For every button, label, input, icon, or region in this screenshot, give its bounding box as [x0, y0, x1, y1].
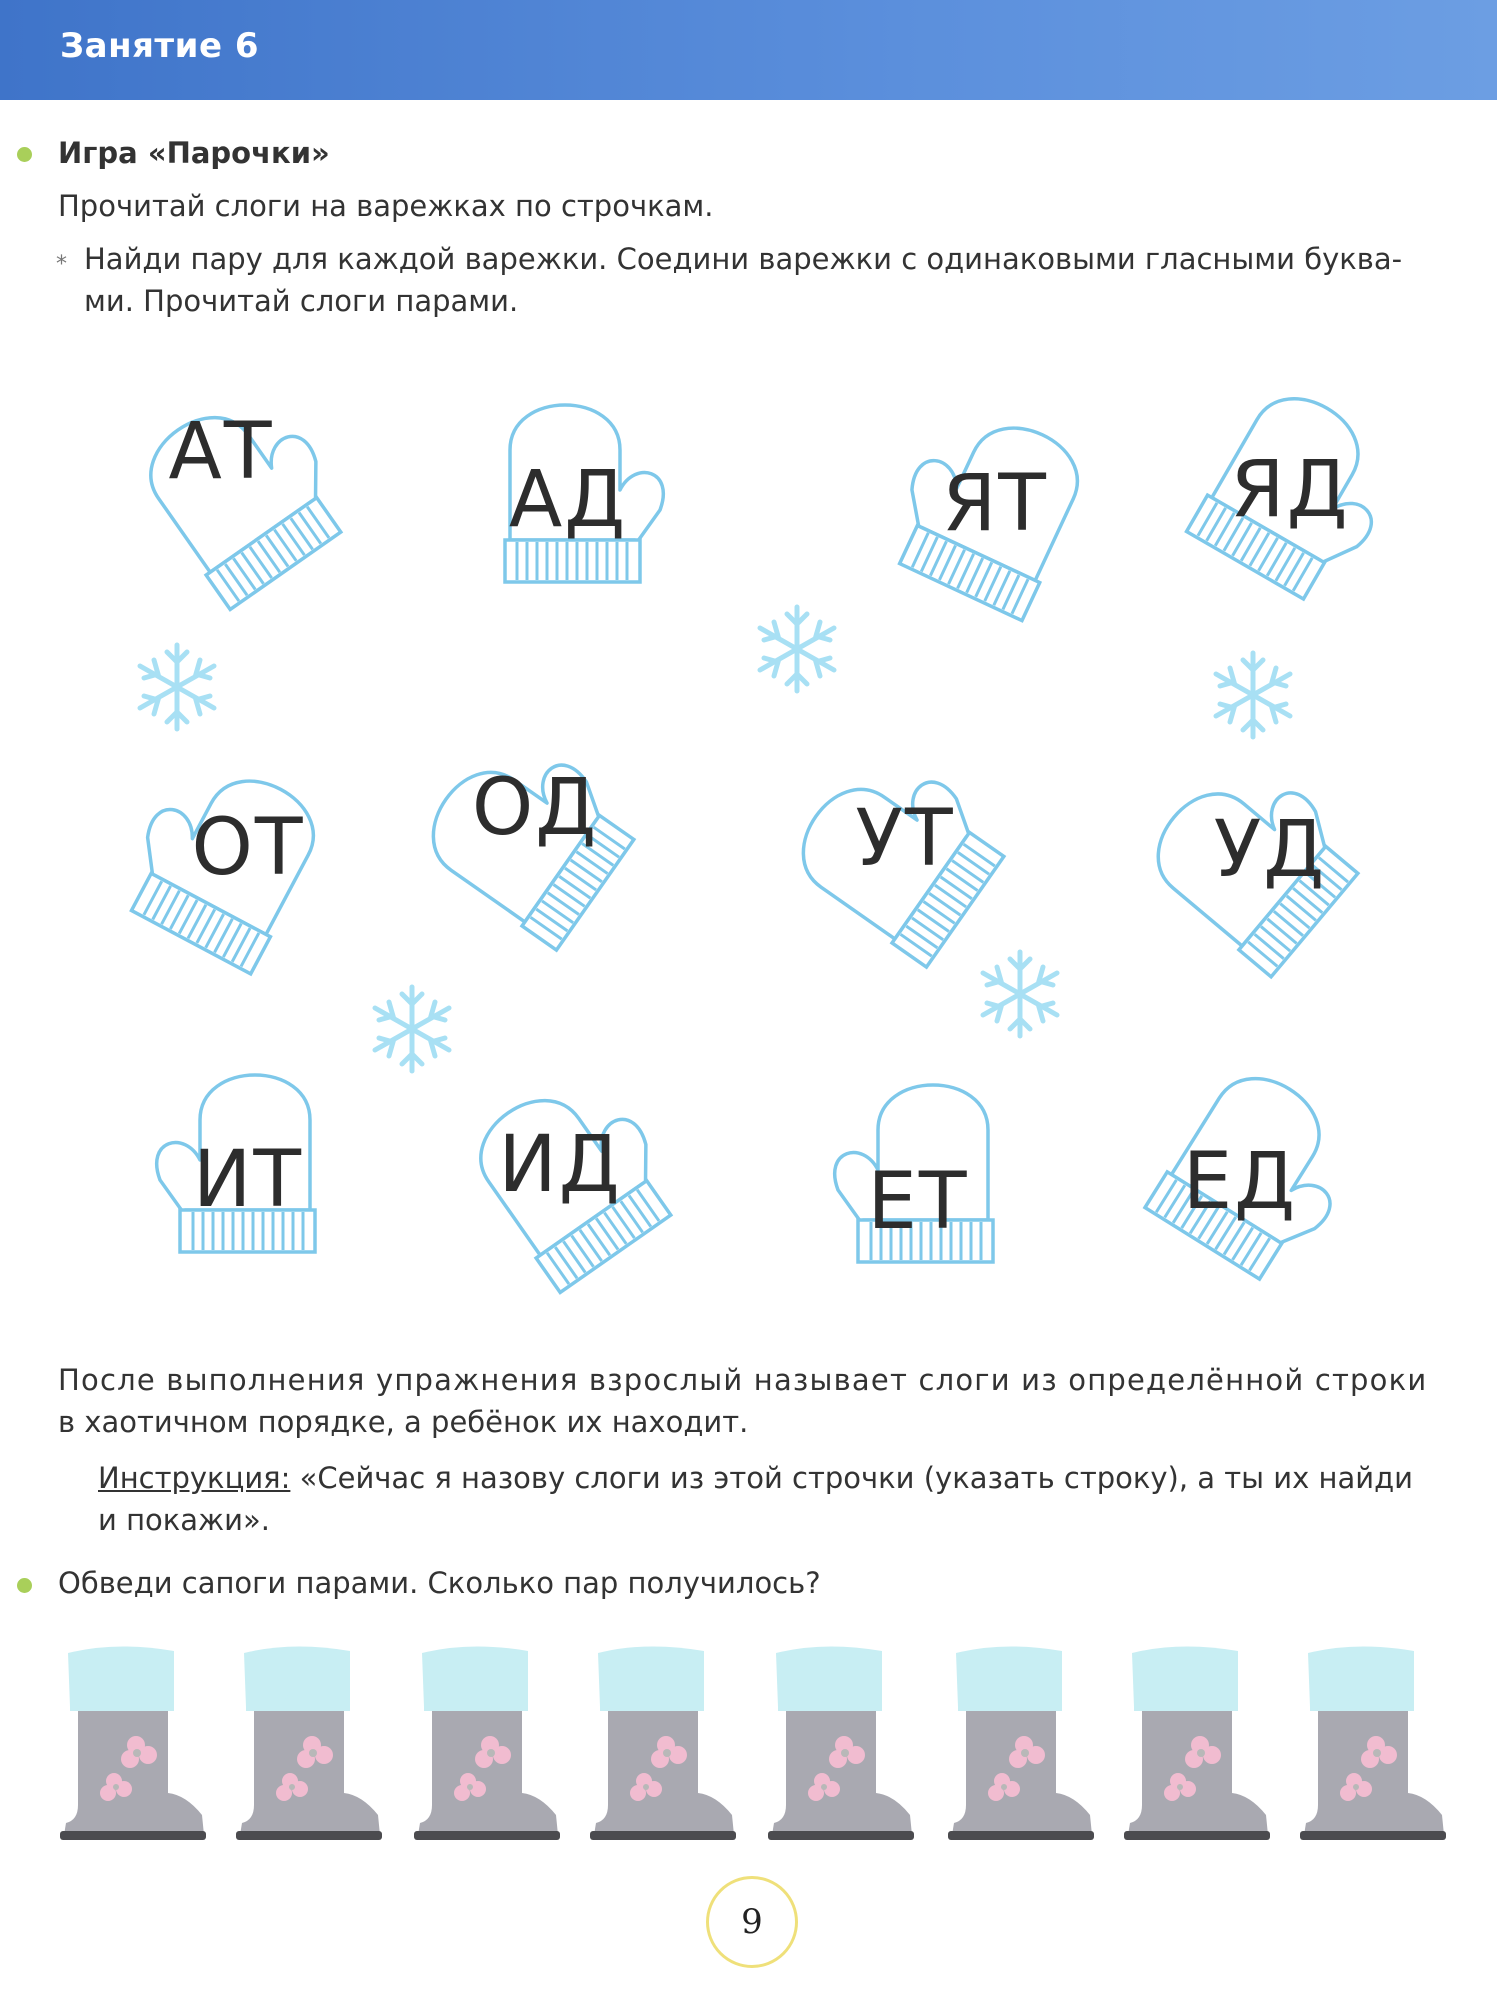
instruction-pairs-line2: ми. Прочитай слоги парами. — [84, 284, 519, 318]
boot-image[interactable] — [764, 1645, 914, 1840]
instruction-read: Прочитай слоги на варежках по строчкам. — [58, 189, 714, 223]
instruction-label: Инструкция: — [98, 1461, 291, 1495]
lesson-header — [0, 0, 1497, 100]
mitten-card[interactable] — [130, 1040, 350, 1270]
mitten-card[interactable] — [410, 718, 630, 948]
mitten-syllable: УТ — [855, 794, 955, 884]
boot-image[interactable] — [586, 1645, 736, 1840]
snowflake-icon — [750, 602, 844, 696]
lesson-title: Занятие 6 — [60, 26, 260, 66]
mitten-card[interactable] — [456, 1055, 676, 1285]
mitten-syllable: ОД — [471, 763, 599, 853]
mitten-syllable: ЯД — [1230, 445, 1350, 535]
game-title: Игра «Парочки» — [58, 136, 330, 170]
snowflake-icon — [365, 982, 459, 1076]
mitten-card[interactable] — [885, 386, 1105, 616]
boot-icon — [1120, 1645, 1270, 1840]
mitten-card[interactable] — [808, 1050, 1028, 1280]
page-number: 9 — [706, 1876, 798, 1968]
mitten-syllable: ЯТ — [942, 459, 1048, 549]
boot-icon — [586, 1645, 736, 1840]
boots-task-text: Обведи сапоги парами. Сколько пар получилось? — [58, 1566, 821, 1600]
boot-image[interactable] — [1296, 1645, 1446, 1840]
star-icon: * — [56, 252, 67, 277]
instruction-quote: «Сейчас я назову слоги из этой строчки (указать строку), а ты их найди — [290, 1461, 1413, 1495]
boot-image[interactable] — [410, 1645, 560, 1840]
mitten-syllable: ЕД — [1182, 1137, 1298, 1227]
boot-image[interactable] — [1120, 1645, 1270, 1840]
mitten-syllable: ОТ — [191, 803, 305, 893]
snowflake-icon — [1206, 648, 1300, 742]
mitten-syllable: ЕТ — [867, 1157, 969, 1247]
boot-icon — [944, 1645, 1094, 1840]
mitten-card[interactable] — [1150, 1050, 1370, 1280]
boot-icon — [410, 1645, 560, 1840]
mitten-syllable: ИТ — [193, 1135, 303, 1225]
boot-icon — [232, 1645, 382, 1840]
mitten-card[interactable] — [126, 372, 346, 602]
mitten-card[interactable] — [120, 738, 340, 968]
instruction-pairs-line1: Найди пару для каждой варежки. Соедини варежки с одинаковыми гласными буква- — [84, 242, 1403, 276]
boot-icon — [56, 1645, 206, 1840]
mitten-card[interactable] — [780, 735, 1000, 965]
mitten-card[interactable] — [1190, 370, 1410, 600]
note-line1: После выполнения упражнения взрослый называет слоги из определённой строки — [58, 1363, 1428, 1397]
mitten-syllable: АД — [508, 455, 628, 545]
boot-image[interactable] — [232, 1645, 382, 1840]
bullet-dot — [17, 147, 32, 162]
note-instruction-line1 — [98, 1458, 1413, 1499]
note-instruction-line2: и покажи». — [98, 1503, 270, 1537]
note-line2: в хаотичном порядке, а ребёнок их находит. — [58, 1405, 749, 1439]
mitten-card[interactable] — [1135, 742, 1355, 972]
snowflake-icon — [130, 640, 224, 734]
boot-image[interactable] — [56, 1645, 206, 1840]
mitten-syllable: АТ — [168, 407, 274, 497]
mitten-card[interactable] — [470, 370, 690, 600]
mitten-syllable: УД — [1213, 805, 1327, 895]
mitten-syllable: ИД — [498, 1120, 622, 1210]
bullet-dot — [17, 1578, 32, 1593]
boot-icon — [764, 1645, 914, 1840]
boot-image[interactable] — [944, 1645, 1094, 1840]
boot-icon — [1296, 1645, 1446, 1840]
